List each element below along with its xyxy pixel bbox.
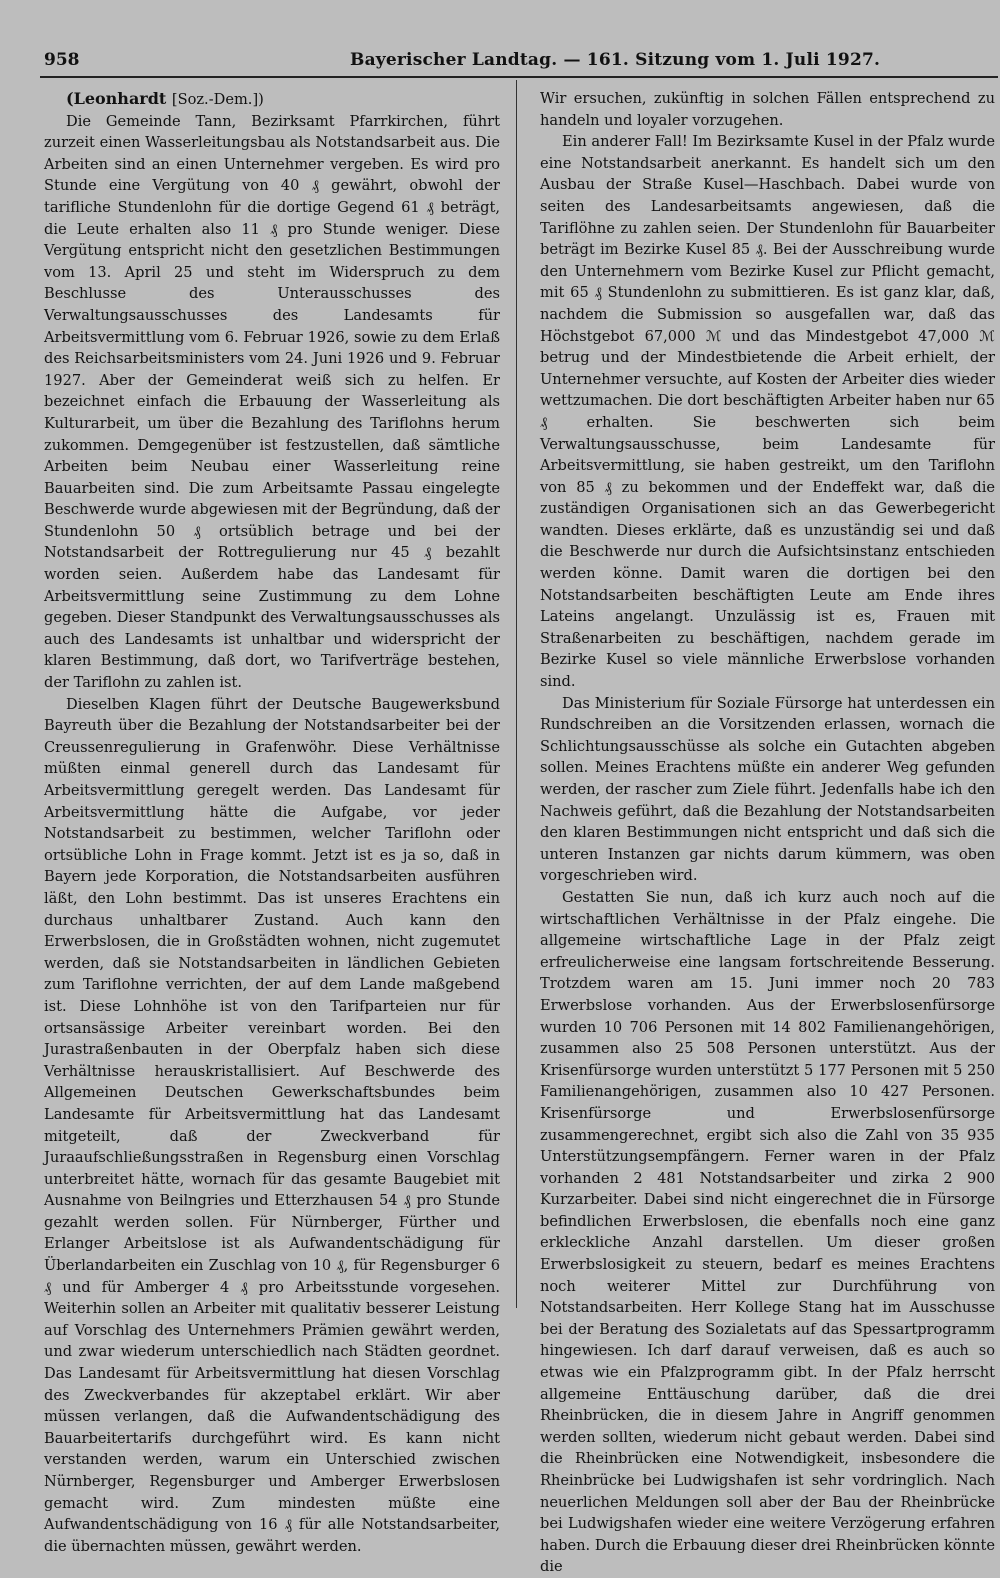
paragraph: Das Ministerium für Soziale Fürsorge hat unterdessen ein Rundschreiben an die Vorsitzenden erlassen, wornach die Schlichtungsausschüsse als solche ein Gutachten abgeben sollen. Meines Erachtens müßte ein anderer Weg gefunden werden, der rascher zum Ziele führt. Jedenfalls habe ich den Nachweis geführt, daß die Bezahlung der Notstandsarbeiten den klaren Bestimmungen nicht entspricht und daß sich die unteren Instanzen gar nichts darum kümmern, was oben vorgeschrieben wird. [540, 694, 995, 885]
page-number: 958 [44, 50, 80, 70]
running-title: Bayerischer Landtag. — 161. Sitzung vom 1. Juli 1927. [350, 50, 881, 70]
paragraph: Gestatten Sie nun, daß ich kurz auch noch auf die wirtschaftlichen Verhältnisse in der Pfalz eingehe. Die allgemeine wirtschaftliche Lage in der Pfalz zeigt erfreulicherweise eine langsam fortschreitende Besserung. Trotzdem waren am 15. Juni immer noch 20 783 Erwerbslose vorhanden. Aus der Erwerbslosenfürsorge wurden 10 706 Personen mit 14 802 Familienangehörigen, zusammen also 25 508 Personen unterstützt. Aus der Krisenfürsorge wurden unterstützt 5 177 Personen mit 5 250 Familienangehörigen, zusammen also 10 427 Personen. Krisenfürsorge und Erwerbslosenfürsorge zusammengerechnet, ergibt sich also die Zahl von 35 935 Unterstützungsempfängern. Ferner waren in der Pfalz vorhanden 2 481 Notstandsarbeiter und zirka 2 900 Kurzarbeiter. Dabei sind nicht eingerechnet die in Fürsorge befindlichen Erwerbslosen, die ebenfalls noch eine ganz erkleckliche Anzahl darstellen. Um dieser großen Erwerbslosigkeit zu steuern, bedarf es meines Erachtens noch weiterer Mittel zur Durchführung von Notstandsarbeiten. Herr Kollege Stang hat im Ausschusse bei der Beratung des Sozialetats auf das Spessartprogramm hingewiesen. Ich darf darauf verweisen, daß es auch so etwas wie ein Pfalzprogramm gibt. In der Pfalz herrscht allgemeine Enttäuschung darüber, daß die drei Rheinbrücken, die in diesem Jahre in Angriff genommen werden sollten, wiederum nicht gebaut werden. Dabei sind die Rheinbrücken eine Notwendigkeit, insbesondere die Rheinbrücke bei Ludwigshafen ist sehr vordringlich. Nach neuerlichen Meldungen soll aber der Bau der Rheinbrücke bei Ludwigshafen wieder eine weitere Verzögerung erfahren haben. Durch die Erbauung dieser drei Rheinbrücken könnte die [540, 888, 995, 1576]
paragraph: Die Gemeinde Tann, Bezirksamt Pfarrkirchen, führt zurzeit einen Wasserleitungsbau als Notstandsarbeit aus. Die Arbeiten sind an einen Unternehmer vergeben. Es wird pro Stunde eine Vergütung von 40 ₰ gewährt, obwohl der tarifliche Stundenlohn für die dortige Gegend 61 ₰ beträgt, die Leute erhalten also 11 ₰ pro Stunde weniger. Diese Vergütung entspricht nicht den gesetzlichen Bestimmungen vom 13. April 25 und steht im Widerspruch zu dem Beschlusse des Unterausschusses des Verwaltungsausschusses des Landesamts für Arbeitsvermittlung vom 6. Februar 1926, sowie zu dem Erlaß des Reichsarbeitsministers vom 24. Juni 1926 und 9. Februar 1927. Aber der Gemeinderat weiß sich zu helfen. Er bezeichnet einfach die Erbauung der Wasserleitung als Kulturarbeit, um über die Bezahlung des Tariflohns herum zukommen. Demgegenüber ist festzustellen, daß sämtliche Arbeiten beim Neubau einer Wasserleitung reine Bauarbeiten sind. Die zum Arbeitsamte Passau eingelegte Beschwerde wurde abgewiesen mit der Begründung, daß der Stundenlohn 50 ₰ ortsüblich betrage und bei der Notstandsarbeit der Rottregulierung nur 45 ₰ bezahlt worden seien. Außerdem habe das Landesamt für Arbeitsvermittlung seine Zustimmung zu dem Lohne gegeben. Dieser Standpunkt des Verwaltungsausschusses als auch des Landesamts ist unhaltbar und widerspricht der klaren Bestimmung, daß dort, wo Tarifverträge bestehen, der Tariflohn zu zahlen ist. [44, 112, 500, 692]
header-rule [40, 76, 998, 78]
page-header [40, 46, 988, 74]
left-column [44, 88, 500, 1557]
speaker-line [44, 88, 500, 111]
paragraph: Ein anderer Fall! Im Bezirksamte Kusel in der Pfalz wurde eine Notstandsarbeit anerkannt. Es handelt sich um den Ausbau der Straße Kusel—Haschbach. Dabei wurde von seiten des Landesarbeitsamts angewiesen, daß die Tariflöhne zu zahlen seien. Der Stundenlohn für Bauarbeiter beträgt im Bezirke Kusel 85 ₰. Bei der Ausschreibung wurde den Unternehmern vom Bezirke Kusel zur Pflicht gemacht, mit 65 ₰ Stundenlohn zu submittieren. Es ist ganz klar, daß, nachdem die Submission so ausgefallen war, daß das Höchstgebot 67,000 ℳ und das Mindestgebot 47,000 ℳ betrug und der Mindestbietende die Arbeit erhielt, der Unternehmer versuchte, auf Kosten der Arbeiter dies wieder wettzumachen. Die dort beschäftigten Arbeiter haben nur 65 ₰ erhalten. Sie beschwerten sich beim Verwaltungsausschusse, beim Landesamte für Arbeitsvermittlung, sie haben gestreikt, um den Tariflohn von 85 ₰ zu bekommen und der Endeffekt war, daß die zuständigen Organisationen sich an das Gewerbegericht wandten. Dieses erklärte, daß es unzuständig sei und daß die Beschwerde nur durch die Aufsichtsinstanz entschieden werden könne. Damit waren die dortigen bei den Notstandsarbeiten beschäftigten Leute am Ende ihres Lateins angelangt. Unzulässig ist es, Frauen mit Straßenarbeiten zu beschäftigen, nachdem gerade im Bezirke Kusel so viele männliche Erwerbslose vorhanden sind. [540, 133, 995, 691]
column-divider [516, 80, 517, 1308]
paragraph: Dieselben Klagen führt der Deutsche Baugewerksbund Bayreuth über die Bezahlung der Notstandsarbeiter bei der Creussenregulierung in Grafenwöhr. Diese Verhältnisse müßten einmal generell durch das Landesamt für Arbeitsvermittlung geregelt werden. Das Landesamt für Arbeitsvermittlung hätte die Aufgabe, vor jeder Notstandsarbeit zu bestimmen, welcher Tariflohn oder ortsübliche Lohn in Frage kommt. Jetzt ist es ja so, daß in Bayern jede Korporation, die Notstandsarbeiten ausführen läßt, den Lohn bestimmt. Das ist unseres Erachtens ein durchaus unhaltbarer Zustand. Auch kann den Erwerbslosen, die in Großstädten wohnen, nicht zugemutet werden, daß sie Notstandsarbeiten in ländlichen Gebieten zum Tariflohne verrichten, der auf dem Lande maßgebend ist. Diese Lohnhöhe ist von den Tarifparteien nur für ortsansässige Arbeiter vereinbart worden. Bei den Jurastraßenbauten in der Oberpfalz haben sich diese Verhältnisse herauskristallisiert. Auf Beschwerde des Allgemeinen Deutschen Gewerkschaftsbundes beim Landesamte für Arbeitsvermittlung hat das Landesamt mitgeteilt, daß der Zweckverband für Juraaufschließungsstraßen in Regensburg einen Vorschlag unterbreitet hätte, wornach für das gesamte Baugebiet mit Ausnahme von Beilngries und Etterzhausen 54 ₰ pro Stunde gezahlt werden sollen. Für Nürnberger, Fürther und Erlanger Arbeitslose ist als Aufwandentschädigung für Überlandarbeiten ein Zuschlag von 10 ₰, für Regensburger 6 ₰ und für Amberger 4 ₰ pro Arbeitsstunde vorgesehen. Weiterhin sollen an Arbeiter mit qualitativ besserer Leistung auf Vorschlag des Unternehmers Prämien gewährt werden, und zwar wiederum unterschiedlich nach Städten geordnet. Das Landesamt für Arbeitsvermittlung hat diesen Vorschlag des Zweckverbandes für akzeptabel erklärt. Wir aber müssen verlangen, daß die Aufwandentschädigung des Bauarbeitertarifs durchgeführt wird. Es kann nicht verstanden werden, warum ein Unterschied zwischen Nürnberger, Regensburger und Amberger Erwerbslosen gemacht wird. Zum mindesten müßte eine Aufwandentschädigung von 16 ₰ für alle Notstandsarbeiter, die übernachten müssen, gewährt werden. [44, 695, 500, 1555]
speaker-name: (Leonhardt [66, 89, 167, 108]
right-column [540, 88, 995, 1578]
paragraph: Wir ersuchen, zukünftig in solchen Fällen entsprechend zu handeln und loyaler vorzugehen. [540, 90, 995, 129]
speaker-party: [Soz.-Dem.]) [171, 91, 264, 108]
